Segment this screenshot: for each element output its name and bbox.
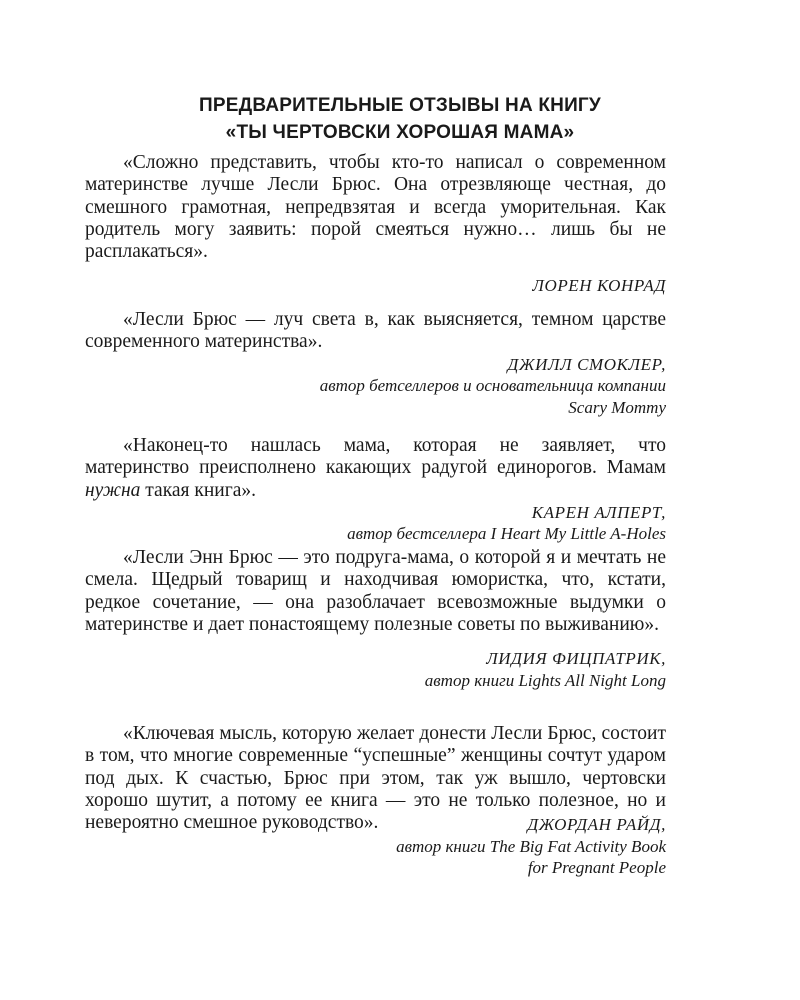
review-quote-emphasis: нужна bbox=[85, 479, 141, 501]
review-author: КАРЕН АЛПЕРТ, bbox=[531, 502, 666, 522]
review-author-description: автор бетселлеров и основательница компании bbox=[319, 376, 666, 396]
review-author: ДЖИЛЛ СМОКЛЕР, bbox=[507, 354, 666, 374]
review-5 bbox=[85, 723, 666, 879]
review-author: ЛОРЕН КОНРАД bbox=[532, 276, 666, 296]
page-title-line-2: «ТЫ ЧЕРТОВСКИ ХОРОШАЯ МАМА» bbox=[225, 122, 575, 143]
review-author: ЛИДИЯ ФИЦПАТРИК, bbox=[486, 649, 666, 669]
review-4 bbox=[85, 547, 666, 691]
review-quote-part: «Наконец-то нашлась мама, которая не заявляет, что материнство преисполнено какающих радугой единорогов. Мамам bbox=[85, 435, 666, 479]
page-title bbox=[0, 92, 800, 146]
review-quote-part: такая книга». bbox=[140, 479, 256, 501]
review-1 bbox=[85, 152, 666, 297]
review-quote: «Лесли Брюс — луч света в, как выясняется, темном царстве современного материнства». bbox=[85, 309, 666, 353]
review-2 bbox=[85, 309, 666, 418]
review-quote bbox=[85, 435, 666, 502]
review-author-description: for Pregnant People bbox=[527, 858, 666, 878]
review-quote: «Лесли Энн Брюс — это подруга-мама, о которой я и мечтать не смела. Щедрый товарищ и находчивая юмористка, что, кстати, редкое сочетание, — она разоблачает всевозможные выдумки о материнстве и дает понастоящему полезные советы по выживанию». bbox=[85, 547, 666, 635]
review-author-description: Scary Mommy bbox=[568, 397, 666, 417]
review-credit bbox=[85, 354, 666, 419]
review-author-description: автор книги The Big Fat Activity Book bbox=[396, 836, 666, 856]
review-quote: «Сложно представить, чтобы кто-то написал о современном материнстве лучше Лесли Брюс. Она отрезвляюще честная, до смешного грамотная, непредвзятая и всегда уморительная. Как родитель могу заявить: порой смеяться нужно… лишь бы не расплакаться». bbox=[85, 152, 666, 263]
review-quote: «Ключевая мысль, которую желает донести Лесли Брюс, состоит в том, что многие современные “успешные” женщины сочтут ударом под дых. К счастью, Брюс при этом, так уж вышло, чертовски хорошо шутит, а потому ее книга — это не только полезное, но и невероятно смешное руководство». bbox=[85, 723, 666, 834]
review-author-description: автор бестселлера I Heart My Little A-Holes bbox=[347, 524, 666, 544]
review-credit bbox=[85, 648, 666, 691]
review-author-description: автор книги Lights All Night Long bbox=[424, 670, 666, 690]
review-3 bbox=[85, 435, 666, 545]
page-title-line-1: ПРЕДВАРИТЕЛЬНЫЕ ОТЗЫВЫ НА КНИГУ bbox=[199, 95, 601, 116]
review-credit bbox=[85, 502, 666, 545]
review-credit bbox=[85, 275, 666, 297]
review-author: ДЖОРДАН РАЙД, bbox=[527, 815, 666, 835]
